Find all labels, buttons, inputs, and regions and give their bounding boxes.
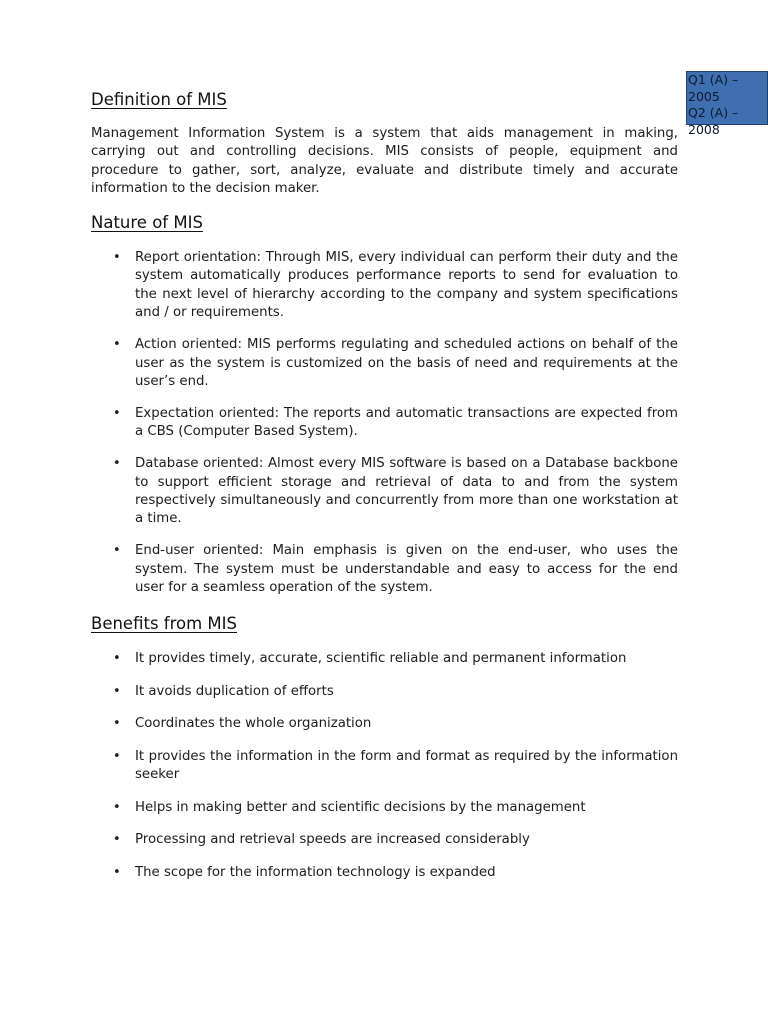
list-item-text: It provides timely, accurate, scientific reliable and permanent information (135, 651, 627, 666)
bullet-icon: • (113, 799, 121, 815)
margin-note-line: 2008 (688, 121, 720, 137)
list-item-text: It avoids duplication of efforts (135, 683, 334, 699)
list-item (91, 799, 678, 817)
list-item (91, 864, 678, 882)
list-item-text: Database oriented: Almost every MIS software is based on a Database backbone to support efficient storage and retrieval of data to and from the system respectively simultaneously and concurrently from more than one workstation at a time. (135, 456, 678, 527)
margin-note-line: Q1 (A) – (688, 72, 739, 87)
definition-paragraph: Management Information System is a system that aids management in making, carrying out and controlling decisions. MIS consists of people, equipment and procedure to gather, sort, analyze, evaluate and distribute timely and accurate information to the decision maker. (91, 126, 678, 197)
margin-note-line: 2005 (688, 88, 720, 104)
bullet-icon: • (113, 543, 121, 559)
bullet-icon: • (113, 337, 121, 353)
bullet-icon: • (113, 716, 121, 732)
list-item (91, 715, 678, 733)
definition-heading: Definition of MIS (91, 90, 227, 109)
list-item (91, 455, 678, 529)
bullet-icon: • (113, 456, 121, 472)
list-item (91, 542, 678, 597)
bullet-icon: • (113, 864, 121, 880)
nature-list (91, 249, 678, 611)
margin-note-line: Q2 (A) – (688, 105, 739, 120)
list-item-text: Helps in making better and scientific decisions by the management (135, 799, 586, 815)
list-item-text: Expectation oriented: The reports and automatic transactions are expected from a CBS (Computer Based System). (135, 405, 678, 440)
list-item (91, 683, 678, 701)
list-item (91, 748, 678, 785)
list-item-text: Report orientation: Through MIS, every individual can perform their duty and the system automatically produces performance reports to send for evaluation to the next level of hierarchy according to the company and system specifications and / or requirements. (135, 250, 678, 321)
list-item-text: End-user oriented: Main emphasis is given on the end-user, who uses the system. The system must be understandable and easy to access for the end user for a seamless operation of the system. (135, 543, 678, 596)
list-item (91, 831, 678, 849)
benefits-list (91, 650, 678, 897)
bullet-icon: • (113, 250, 121, 265)
list-item-text: The scope for the information technology is expanded (135, 864, 496, 880)
bullet-icon: • (113, 651, 121, 666)
bullet-icon: • (113, 748, 121, 764)
list-item (91, 336, 678, 391)
margin-note-box (686, 71, 768, 137)
benefits-heading: Benefits from MIS (91, 614, 238, 633)
bullet-icon: • (113, 832, 121, 848)
nature-heading: Nature of MIS (91, 213, 203, 232)
list-item (91, 650, 678, 668)
list-item-text: Action oriented: MIS performs regulating and scheduled actions on behalf of the user as the system is customized on the basis of need and requirements at the user’s end. (135, 337, 678, 389)
list-item (91, 405, 678, 442)
bullet-icon: • (113, 405, 121, 421)
bullet-icon: • (113, 683, 121, 699)
list-item-text: Processing and retrieval speeds are increased considerably (135, 832, 530, 848)
list-item (91, 249, 678, 323)
list-item-text: Coordinates the whole organization (135, 716, 372, 732)
list-item-text: It provides the information in the form and format as required by the information seeker (135, 748, 678, 783)
